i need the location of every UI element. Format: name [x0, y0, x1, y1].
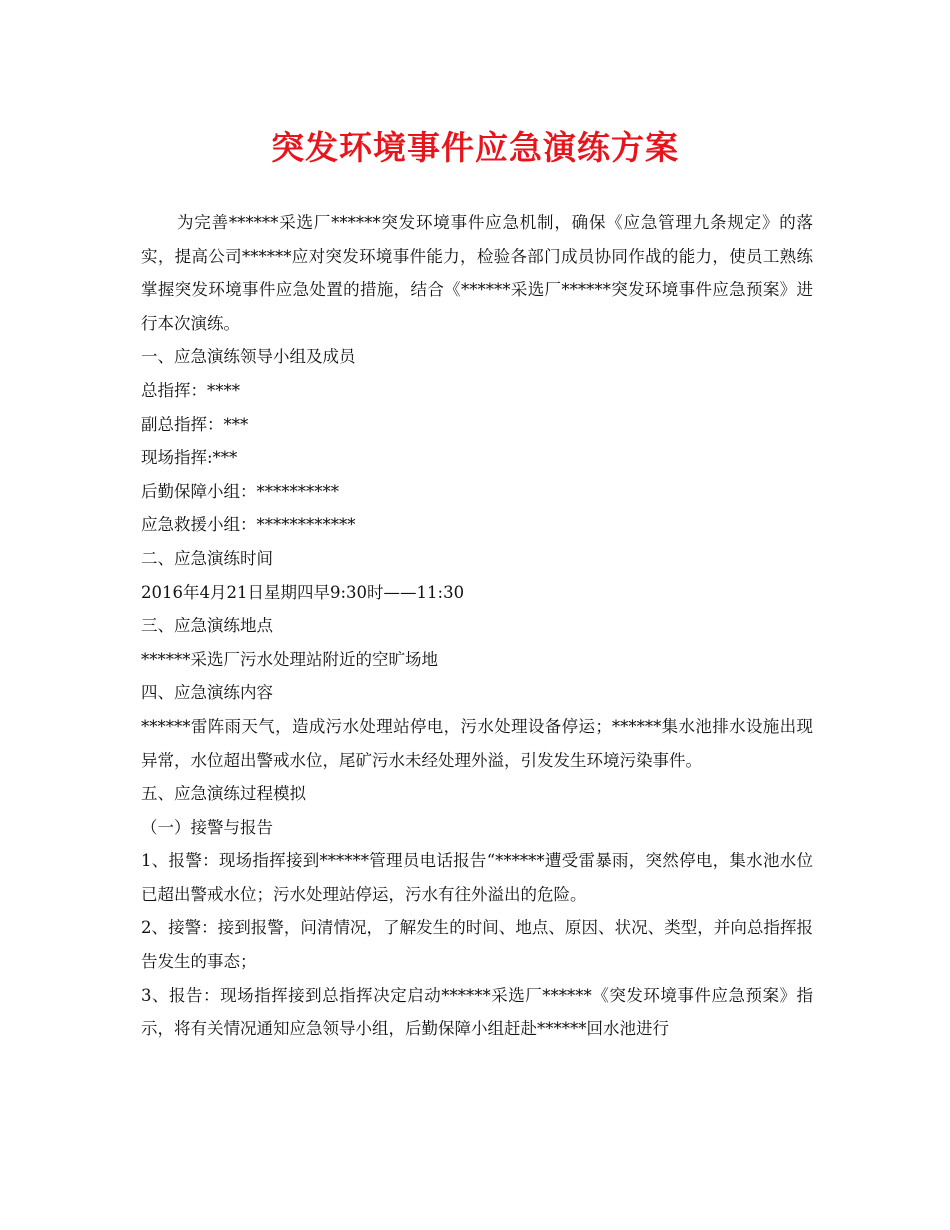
- process-item-report: 3、报告：现场指挥接到总指挥决定启动******采选厂******《突发环境事件应急预案》指示，将有关情况通知应急领导小组，后勤保障小组赶赴******回水池进行: [141, 985, 813, 1039]
- intro-paragraph: 为完善******采选厂******突发环境事件应急机制，确保《应急管理九条规定》的落实，提高公司******应对突发环境事件能力，检验各部门成员协同作战的能力，使员工熟练掌握突发环境事件应急处置的措施，结合《******采选厂******突发环境事件应急预案》进行本次演练。: [141, 213, 813, 333]
- section-heading-content: 四、应急演练内容: [141, 683, 273, 703]
- subsection-heading-alarm: （一）接警与报告: [141, 817, 273, 837]
- process-item-receive: 2、接警：接到报警，问清情况，了解发生的时间、地点、原因、状况、类型，并向总指挥报告发生的事态；: [141, 918, 813, 972]
- member-site-commander: 现场指挥:***: [141, 448, 238, 468]
- document-body: [141, 206, 813, 1046]
- drill-content: ******雷阵雨天气，造成污水处理站停电，污水处理设备停运；******集水池排水设施出现异常，水位超出警戒水位，尾矿污水未经处理外溢，引发发生环境污染事件。: [141, 716, 813, 770]
- member-logistics-team: 后勤保障小组：**********: [141, 481, 339, 501]
- process-item-alarm: 1、报警：现场指挥接到******管理员电话报告“******遭受雷暴雨，突然停电，集水池水位已超出警戒水位；污水处理站停运，污水有往外溢出的危险。: [141, 851, 813, 904]
- section-heading-time: 二、应急演练时间: [141, 548, 273, 568]
- member-rescue-team: 应急救援小组：************: [141, 515, 356, 535]
- drill-location: ******采选厂污水处理站附近的空旷场地: [141, 649, 438, 669]
- drill-time: 2016年4月21日星期四早9:30时——11:30: [141, 582, 465, 602]
- section-heading-leadership: 一、应急演练领导小组及成员: [141, 347, 356, 367]
- document-title: 突发环境事件应急演练方案: [271, 128, 679, 167]
- section-heading-process: 五、应急演练过程模拟: [141, 784, 306, 804]
- member-deputy-commander: 副总指挥：***: [141, 414, 249, 434]
- section-heading-location: 三、应急演练地点: [141, 616, 273, 636]
- member-commander: 总指挥：****: [141, 380, 240, 400]
